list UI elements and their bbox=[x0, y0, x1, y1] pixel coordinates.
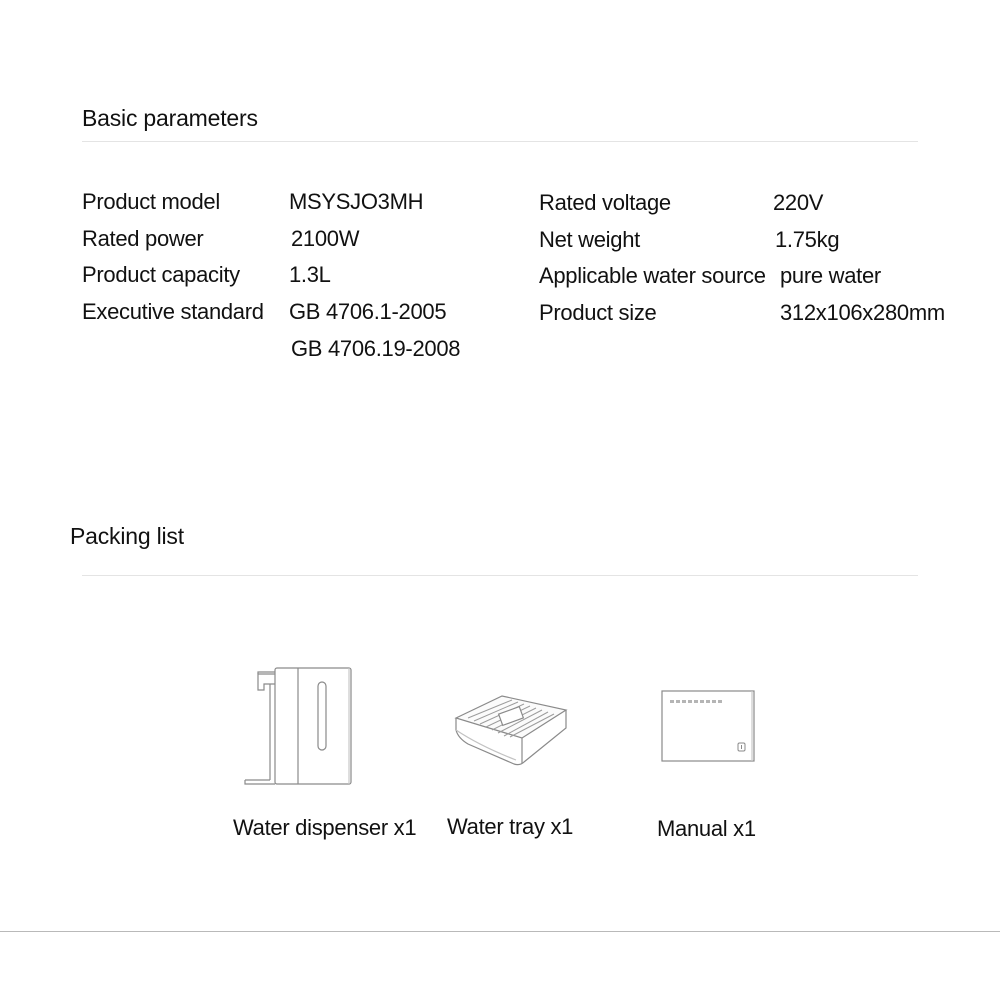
packing-list-divider bbox=[82, 575, 918, 576]
basic-parameters-heading: Basic parameters bbox=[82, 105, 258, 131]
basic-parameters-divider bbox=[82, 141, 918, 142]
param-label-product-size: Product size bbox=[539, 300, 657, 325]
param-value-product-capacity: 1.3L bbox=[289, 262, 331, 287]
page-bottom-divider bbox=[0, 931, 1000, 932]
param-label-product-model: Product model bbox=[82, 189, 220, 214]
param-label-executive-standard: Executive standard bbox=[82, 299, 264, 324]
param-value-water-source: pure water bbox=[780, 263, 881, 288]
param-value-executive-standard-2: GB 4706.19-2008 bbox=[291, 336, 461, 361]
packing-item-water-dispenser: Water dispenser x1 bbox=[233, 815, 417, 840]
param-value-rated-voltage: 220V bbox=[773, 190, 824, 215]
param-label-rated-power: Rated power bbox=[82, 226, 204, 251]
water-dispenser-icon bbox=[240, 664, 356, 790]
packing-list-heading: Packing list bbox=[70, 523, 184, 549]
param-value-executive-standard: GB 4706.1-2005 bbox=[289, 299, 447, 324]
water-tray-icon bbox=[450, 688, 572, 768]
manual-booklet-icon bbox=[660, 689, 756, 763]
param-label-product-capacity: Product capacity bbox=[82, 262, 240, 287]
packing-item-manual: Manual x1 bbox=[657, 816, 756, 841]
param-value-product-model: MSYSJO3MH bbox=[289, 189, 424, 214]
param-label-net-weight: Net weight bbox=[539, 227, 640, 252]
param-value-product-size: 312x106x280mm bbox=[780, 300, 945, 325]
param-label-water-source: Applicable water source bbox=[539, 263, 766, 288]
param-label-rated-voltage: Rated voltage bbox=[539, 190, 671, 215]
param-value-rated-power: 2100W bbox=[291, 226, 360, 251]
param-value-net-weight: 1.75kg bbox=[775, 227, 840, 252]
packing-item-water-tray: Water tray x1 bbox=[447, 814, 574, 839]
